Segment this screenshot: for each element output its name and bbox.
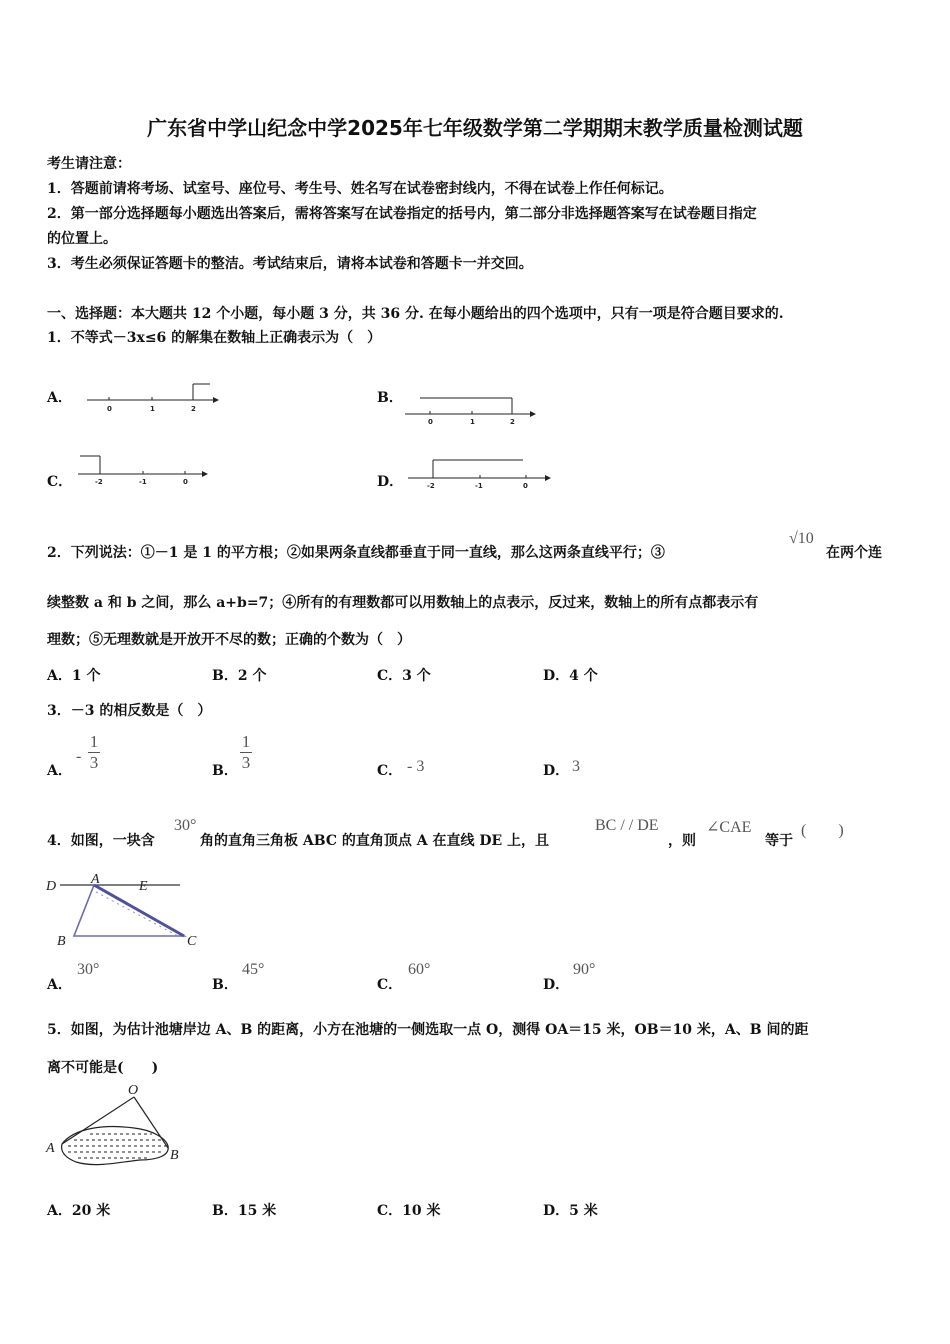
q3-d-value: 3 <box>572 758 580 775</box>
q4-label-D: D <box>46 879 57 894</box>
q3-b-denominator: 3 <box>241 753 251 772</box>
q4-option-c: 60° <box>408 961 431 978</box>
q3-a-fraction <box>88 732 100 773</box>
q3-b-numerator: 1 <box>241 732 251 751</box>
q1-label-a: A． <box>47 390 72 406</box>
q5-option-b: B．15 米 <box>212 1203 277 1219</box>
q3-label-d: D． <box>543 763 570 779</box>
q1a-tick-0: 0 <box>107 405 112 413</box>
q4-option-d: 90° <box>573 961 596 978</box>
q5-option-a: A．20 米 <box>47 1203 111 1219</box>
q4-paren: ( ) <box>801 822 844 839</box>
q5-pond-figure <box>44 1082 184 1168</box>
q4-label-B: B <box>57 934 66 949</box>
q2-option-b: B．2 个 <box>212 668 267 684</box>
q1-label-d: D． <box>377 474 404 490</box>
q3-b-fraction <box>240 732 252 773</box>
q1c-tick-0: -2 <box>95 478 103 486</box>
q2-line1 <box>47 542 665 562</box>
q4-option-a: 30° <box>77 961 100 978</box>
q1b-tick-2: 2 <box>510 418 515 426</box>
q4-label-a: A． <box>47 977 72 993</box>
number-line-d <box>403 455 555 491</box>
q4-text-4: 等于 <box>765 833 793 849</box>
q5-option-d: D．5 米 <box>543 1203 598 1219</box>
q4-label-E: E <box>139 879 148 894</box>
q2-line1-end: 在两个连 <box>826 545 882 561</box>
number-line-c <box>76 452 214 488</box>
q1b-tick-1: 1 <box>470 418 475 426</box>
q1c-tick-2: 0 <box>183 478 188 486</box>
q2-line1-text: 2．下列说法：①－1 是 1 的平方根；②如果两条直线都垂直于同一直线，那么这两条直线平行；③ <box>47 545 665 561</box>
q4-label-b: B． <box>212 977 238 993</box>
q4-option-b: 45° <box>242 961 265 978</box>
q1d-tick-0: -2 <box>427 482 435 490</box>
q1-label-c: C． <box>47 474 73 490</box>
q4-triangle-figure <box>44 870 214 950</box>
q2-line2: 续整数 a 和 b 之间，那么 a+b=7；④所有的有理数都可以用数轴上的点表示，反过来，数轴上的所有点都表示有 <box>47 595 759 611</box>
q4-text-3: ，则 <box>668 833 696 849</box>
q3-label-a: A． <box>47 763 72 779</box>
q5-label-O: O <box>128 1083 139 1098</box>
q1d-tick-2: 0 <box>523 482 528 490</box>
q1d-tick-1: -1 <box>475 482 483 490</box>
q4-label-A: A <box>91 872 100 887</box>
q5-line1: 5．如图，为估计池塘岸边 A、B 的距离，小方在池塘的一侧选取一点 O，测得 OA＝15 米，OB＝10 米，A、B 间的距 <box>47 1022 809 1038</box>
q3-label-b: B． <box>212 763 238 779</box>
section-heading: 一、选择题：本大题共 12 个小题，每小题 3 分，共 36 分. 在每小题给出的四个选项中，只有一项是符合题目要求的. <box>47 306 784 322</box>
notice-item-1: 1．答题前请将考场、试室号、座位号、考生号、姓名写在试卷密封线内，不得在试卷上作任何标记。 <box>47 181 673 197</box>
q3-label-c: C． <box>377 763 403 779</box>
number-line-b <box>400 390 540 426</box>
notice-item-3: 3．考生必须保证答题卡的整洁。考试结束后，请将本试卷和答题卡一并交回。 <box>47 256 533 272</box>
q4-parallel: BC / / DE <box>595 817 659 834</box>
q1a-tick-2: 2 <box>191 405 196 413</box>
q5-line2: 离不可能是( ) <box>47 1060 159 1076</box>
q4-label-C: C <box>187 934 197 949</box>
q2-option-c: C．3 个 <box>377 668 431 684</box>
q5-label-A: A <box>46 1141 55 1156</box>
q3-a-numerator: 1 <box>89 732 99 751</box>
q1b-tick-0: 0 <box>428 418 433 426</box>
q3-c-value: - 3 <box>407 758 425 775</box>
q3-stem: 3．－3 的相反数是（ ） <box>47 703 212 719</box>
q3-a-denominator: 3 <box>89 753 99 772</box>
q2-line3: 理数；⑤无理数就是开放开不尽的数；正确的个数为（ ） <box>47 632 411 648</box>
number-line-a <box>85 378 220 414</box>
q1-stem: 1．不等式－3x≤6 的解集在数轴上正确表示为（ ） <box>47 330 382 346</box>
q2-option-a: A．1 个 <box>47 668 101 684</box>
q1c-tick-1: -1 <box>139 478 147 486</box>
q4-angle: ∠CAE <box>706 819 752 836</box>
q5-option-c: C．10 米 <box>377 1203 441 1219</box>
q5-label-B: B <box>170 1148 179 1163</box>
q3-a-sign: - <box>76 748 82 765</box>
q2-sqrt: √10 <box>789 530 814 547</box>
q4-label-d: D． <box>543 977 570 993</box>
notice-item-2: 2．第一部分选择题每小题选出答案后，需将答案写在试卷指定的括号内，第二部分非选择题答案写在试卷题目指定 <box>47 206 757 222</box>
q1-label-b: B． <box>377 390 403 406</box>
q4-text-2: 角的直角三角板 ABC 的直角顶点 A 在直线 DE 上，且 <box>200 833 550 849</box>
q4-degree: 30° <box>174 817 197 834</box>
q4-label-c: C． <box>377 977 403 993</box>
q4-text-1: 4．如图，一块含 <box>47 833 155 849</box>
page-title: 广东省中学山纪念中学2025年七年级数学第二学期期末教学质量检测试题 <box>147 116 803 140</box>
notice-heading: 考生请注意： <box>47 156 131 172</box>
notice-item-2-cont: 的位置上。 <box>47 231 117 247</box>
q2-option-d: D．4 个 <box>543 668 598 684</box>
q1a-tick-1: 1 <box>150 405 155 413</box>
